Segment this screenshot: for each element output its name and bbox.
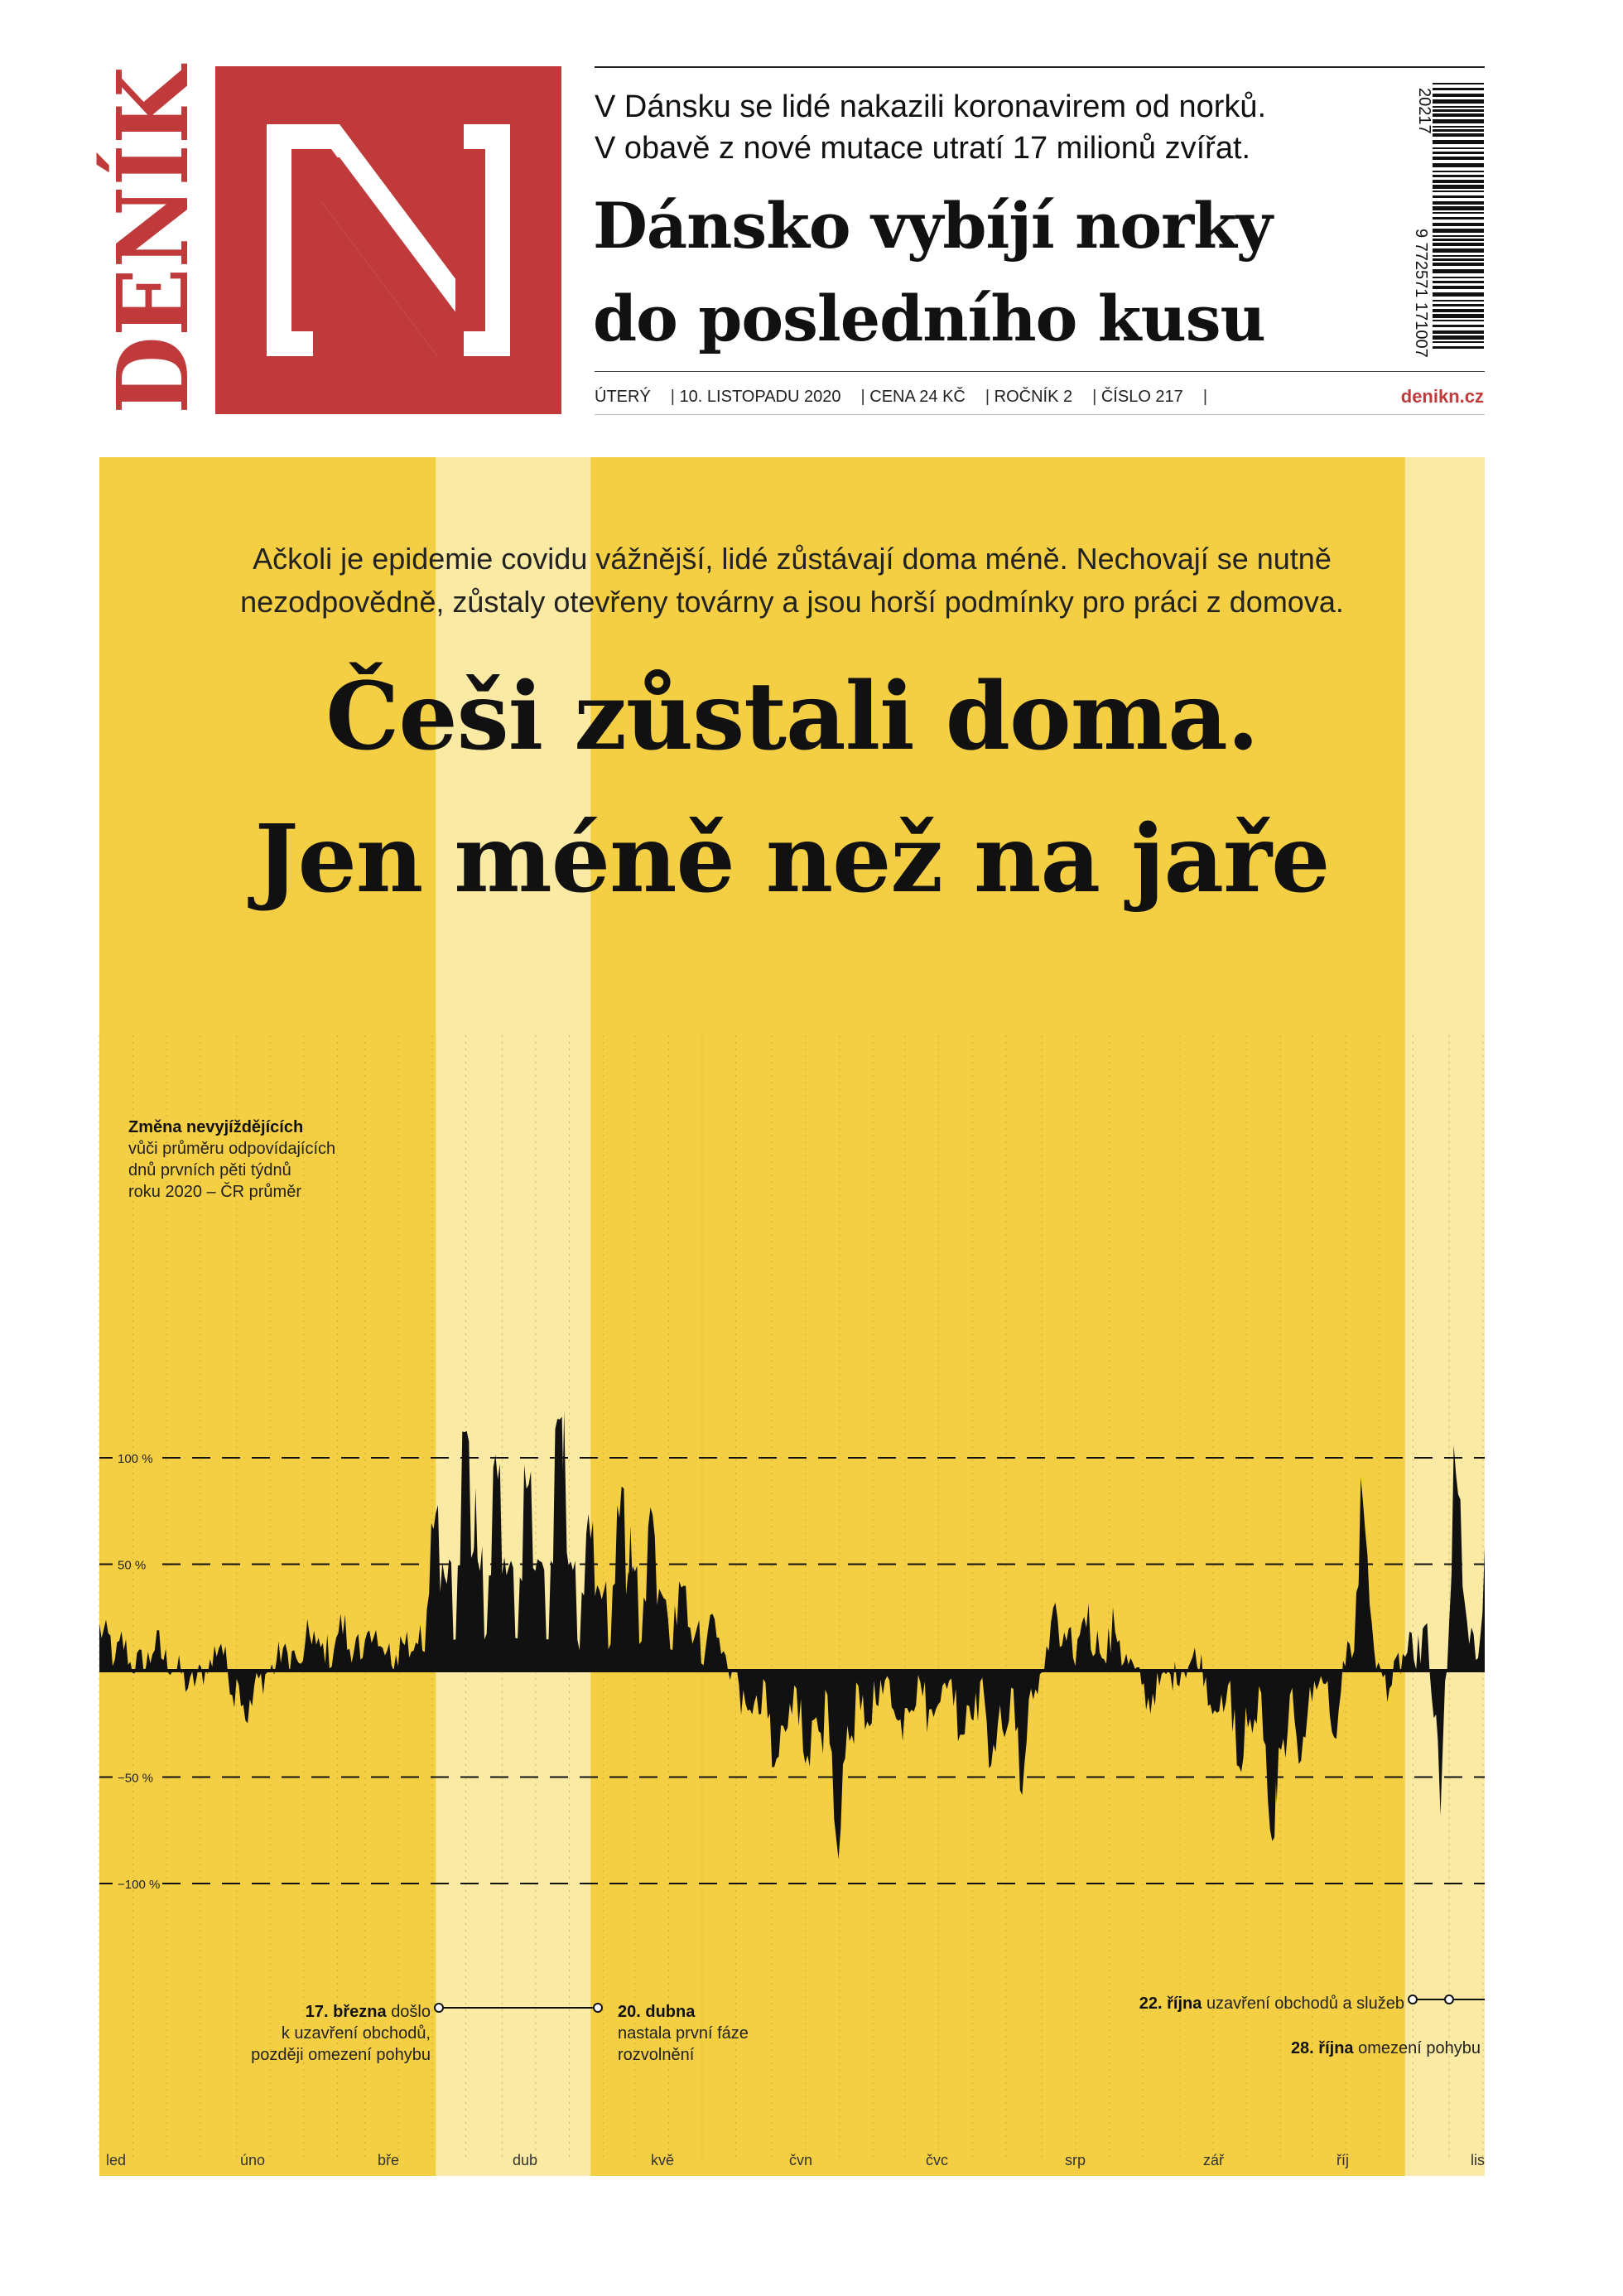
timeline-dot-28-rijna <box>1445 1995 1453 2004</box>
month-label-srp: srp <box>1065 2152 1086 2168</box>
top-headline-line-1[interactable]: Dánsko vybíjí norky <box>593 189 1272 263</box>
annotation-28-rijna-text: omezení pohybu <box>1358 2039 1481 2057</box>
annotation-20-dubna-text-1: nastala první fáze <box>618 2024 749 2043</box>
barcode-issue-number: 20217 <box>1415 88 1433 134</box>
chart-title: Změna nevyjíždějících <box>128 1118 304 1136</box>
month-label-zář: zář <box>1203 2152 1225 2168</box>
month-label-čvn: čvn <box>789 2152 813 2168</box>
denik-wordmark-text: DENÍK <box>95 35 210 414</box>
annotation-22-rijna <box>1139 1993 1404 2014</box>
month-label-úno: úno <box>240 2152 266 2168</box>
feature-title-line-1: Češi zůstali doma. <box>325 663 1259 771</box>
meta-date: 10. LISTOPADU 2020 <box>679 388 841 406</box>
annotation-20-dubna-date: 20. dubna <box>618 2003 696 2021</box>
annotation-17-brezna-text-3: později omezení pohybu <box>251 2046 431 2064</box>
annotation-28-rijna <box>1291 2038 1481 2059</box>
month-label-lis: lis <box>1471 2152 1485 2168</box>
annotation-20-dubna <box>618 2001 749 2066</box>
teaser-line-2[interactable]: V obavě z nové mutace utratí 17 milionů zvířat. <box>595 131 1251 166</box>
issue-meta-bar: ÚTERÝ | 10. LISTOPADU 2020 | CENA 24 KČ | ROČNÍK 2 | ČÍSLO 217 | <box>595 388 1208 406</box>
annotation-17-brezna-text-1: došlo <box>391 2003 431 2021</box>
y-tick-label: 50 % <box>118 1558 147 1573</box>
timeline-dot-20-dubna <box>594 2004 602 2012</box>
feature-title-line-2: Jen méně než na jaře <box>254 805 1330 914</box>
timeline-dot-17-brezna <box>435 2004 443 2012</box>
meta-price: CENA 24 KČ <box>869 388 966 406</box>
month-label-kvě: kvě <box>651 2152 675 2168</box>
meta-volume: ROČNÍK 2 <box>994 388 1073 406</box>
chart-subtitle-line-1: vůči průměru odpovídajících <box>128 1140 336 1158</box>
barcode-digits: 9 772571 171007 <box>1412 229 1430 358</box>
timeline-dot-22-rijna <box>1409 1995 1417 2004</box>
month-label-čvc: čvc <box>926 2152 948 2168</box>
annotation-28-rijna-date: 28. října <box>1290 2039 1354 2057</box>
annotation-20-dubna-text-2: rozvolnění <box>618 2046 695 2064</box>
annotation-22-rijna-text: uzavření obchodů a služeb <box>1206 1995 1404 2013</box>
teaser-line-1[interactable]: V Dánsku se lidé nakazili koronavirem od norků. <box>595 89 1267 124</box>
y-tick-label: 100 % <box>118 1452 153 1466</box>
feature-intro-line-2: nezodpovědně, zůstaly otevřeny továrny a jsou horší podmínky pro práci z domova. <box>240 585 1344 619</box>
y-tick-label: −100 % <box>118 1878 161 1892</box>
series-area <box>99 1411 1485 1859</box>
top-headline-line-2[interactable]: do posledního kusu <box>593 282 1265 355</box>
annotation-17-brezna <box>251 2001 431 2066</box>
meta-issue: ČÍSLO 217 <box>1100 388 1183 406</box>
chart-subtitle-line-2: dnů prvních pěti týdnů <box>128 1161 291 1179</box>
site-link[interactable]: denikn.cz <box>1400 386 1484 407</box>
annotation-22-rijna-date: 22. října <box>1139 1995 1202 2013</box>
feature-intro-line-1: Ačkoli je epidemie covidu vážnější, lidé zůstávají doma méně. Nechovají se nutně <box>253 542 1332 576</box>
y-tick-label: −50 % <box>118 1771 153 1786</box>
month-label-bře: bře <box>378 2152 400 2168</box>
chart-subtitle-line-3: roku 2020 – ČR průměr <box>128 1183 301 1201</box>
month-label-led: led <box>106 2152 127 2168</box>
month-labels <box>106 2152 1485 2168</box>
month-label-říj: říj <box>1336 2152 1349 2168</box>
annotation-17-brezna-date: 17. března <box>305 2003 387 2021</box>
meta-day: ÚTERÝ <box>595 388 651 406</box>
month-label-dub: dub <box>513 2152 538 2168</box>
annotation-17-brezna-text-2: k uzavření obchodů, <box>281 2024 431 2043</box>
month-gridlines <box>99 1035 1483 2159</box>
